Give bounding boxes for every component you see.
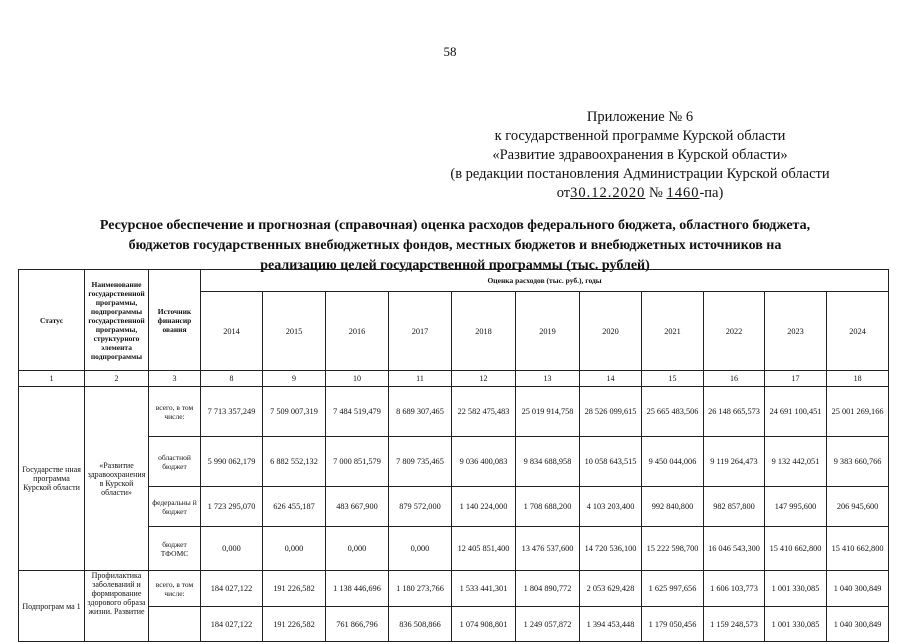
table-row: [19, 527, 889, 571]
column-number: 15: [642, 371, 704, 387]
value-cell: 1 001 330,085: [765, 571, 827, 607]
value-cell: 4 103 203,400: [580, 487, 642, 527]
value-cell: 1 249 057,872: [516, 607, 580, 642]
subprogram-name: Профилактика заболеваний и формирование здорового образа жизни. Развитие: [85, 571, 149, 642]
value-cell: 1 040 300,849: [827, 571, 889, 607]
value-cell: 9 834 688,958: [516, 437, 580, 487]
title-line-2: бюджетов государственных внебюджетных фондов, местных бюджетов и внебюджетных источников на: [128, 238, 782, 253]
column-number: 12: [452, 371, 516, 387]
value-cell: 8 689 307,465: [389, 387, 452, 437]
column-number: 2: [85, 371, 149, 387]
table-row: [19, 607, 889, 642]
value-cell: 24 691 100,451: [765, 387, 827, 437]
value-cell: 0,000: [201, 527, 263, 571]
value-cell: 206 945,600: [827, 487, 889, 527]
value-cell: 982 857,800: [704, 487, 765, 527]
value-cell: 12 405 851,400: [452, 527, 516, 571]
value-cell: 26 148 665,573: [704, 387, 765, 437]
value-cell: 15 410 662,800: [765, 527, 827, 571]
value-cell: 7 000 851,579: [326, 437, 389, 487]
table-row: [19, 487, 889, 527]
header-status: Статус: [19, 270, 85, 371]
value-cell: 147 995,600: [765, 487, 827, 527]
title-line-3: реализацию целей государственной программы (тыс. рублей): [260, 258, 650, 273]
value-cell: 184 027,122: [201, 571, 263, 607]
value-cell: 5 990 062,179: [201, 437, 263, 487]
value-cell: 25 019 914,758: [516, 387, 580, 437]
value-cell: 10 058 643,515: [580, 437, 642, 487]
funding-source: федеральны й бюджет: [149, 487, 201, 527]
value-cell: 1 625 997,656: [642, 571, 704, 607]
value-cell: 25 001 269,166: [827, 387, 889, 437]
value-cell: 0,000: [326, 527, 389, 571]
header-row-1: [19, 270, 889, 292]
value-cell: 1 140 224,000: [452, 487, 516, 527]
value-cell: 22 582 475,483: [452, 387, 516, 437]
subprogram-status: Подпрограм ма 1: [19, 571, 85, 642]
column-number-row: [19, 371, 889, 387]
value-cell: 879 572,000: [389, 487, 452, 527]
document-title: [40, 216, 870, 276]
value-cell: 9 383 660,766: [827, 437, 889, 487]
value-cell: 483 667,900: [326, 487, 389, 527]
value-cell: 1 159 248,573: [704, 607, 765, 642]
column-number: 14: [580, 371, 642, 387]
program-name: «Развитие здравоохранения в Курской области»: [85, 387, 149, 571]
column-number: 17: [765, 371, 827, 387]
annex-line-5: [420, 184, 860, 203]
column-number: 10: [326, 371, 389, 387]
annex-line-4: (в редакции постановления Администрации Курской области: [450, 166, 830, 182]
value-cell: 9 119 264,473: [704, 437, 765, 487]
funding-source: бюджет ТФОМС: [149, 527, 201, 571]
annex-line-3: «Развитие здравоохранения в Курской области»: [492, 147, 788, 163]
program-status: Государстве нная программа Курской области: [19, 387, 85, 571]
year-header: 2019: [516, 292, 580, 371]
value-cell: 2 053 629,428: [580, 571, 642, 607]
value-cell: 1 606 103,773: [704, 571, 765, 607]
value-cell: 836 508,866: [389, 607, 452, 642]
column-number: 13: [516, 371, 580, 387]
value-cell: 992 840,800: [642, 487, 704, 527]
page-number: 58: [443, 44, 457, 59]
value-cell: 7 713 357,249: [201, 387, 263, 437]
resource-table: [18, 269, 889, 642]
value-cell: 1 040 300,849: [827, 607, 889, 642]
value-cell: 1 533 441,301: [452, 571, 516, 607]
value-cell: 761 866,796: [326, 607, 389, 642]
annex-line-1: Приложение № 6: [586, 109, 694, 125]
year-header: 2016: [326, 292, 389, 371]
value-cell: 14 720 536,100: [580, 527, 642, 571]
value-cell: 626 455,187: [263, 487, 326, 527]
funding-source: всего, в том числе:: [149, 387, 201, 437]
column-number: 8: [201, 371, 263, 387]
value-cell: 184 027,122: [201, 607, 263, 642]
year-header: 2024: [827, 292, 889, 371]
annex-header: [420, 108, 860, 203]
funding-source: [149, 607, 201, 642]
value-cell: 9 132 442,051: [765, 437, 827, 487]
value-cell: 1 180 273,766: [389, 571, 452, 607]
year-header: 2014: [201, 292, 263, 371]
value-cell: 9 036 400,083: [452, 437, 516, 487]
value-cell: 15 222 598,700: [642, 527, 704, 571]
header-estimate: Оценка расходов (тыс. руб.), годы: [201, 270, 889, 292]
table-row: [19, 387, 889, 437]
value-cell: 7 809 735,465: [389, 437, 452, 487]
year-header: 2017: [389, 292, 452, 371]
value-cell: 1 723 295,070: [201, 487, 263, 527]
year-header: 2023: [765, 292, 827, 371]
value-cell: 191 226,582: [263, 571, 326, 607]
value-cell: 1 179 050,456: [642, 607, 704, 642]
table-row: [19, 571, 889, 607]
table-row: [19, 437, 889, 487]
value-cell: 1 074 908,801: [452, 607, 516, 642]
value-cell: 1 138 446,696: [326, 571, 389, 607]
value-cell: 1 394 453,448: [580, 607, 642, 642]
value-cell: 9 450 044,006: [642, 437, 704, 487]
value-cell: 7 484 519,479: [326, 387, 389, 437]
annex-suffix: -па): [699, 185, 724, 201]
value-cell: 25 665 483,506: [642, 387, 704, 437]
annex-from-label: от: [556, 185, 571, 201]
funding-source: областной бюджет: [149, 437, 201, 487]
annex-number: 1460: [666, 185, 700, 201]
column-number: 1: [19, 371, 85, 387]
year-header: 2020: [580, 292, 642, 371]
column-number: 16: [704, 371, 765, 387]
year-header: 2018: [452, 292, 516, 371]
annex-number-label: №: [648, 185, 663, 201]
value-cell: 1 708 688,200: [516, 487, 580, 527]
value-cell: 0,000: [389, 527, 452, 571]
annex-line-2: к государственной программе Курской области: [494, 128, 786, 144]
value-cell: 16 046 543,300: [704, 527, 765, 571]
value-cell: 15 410 662,800: [827, 527, 889, 571]
column-number: 11: [389, 371, 452, 387]
funding-source: всего, в том числе:: [149, 571, 201, 607]
header-name: Наименование государственной программы, подпрограммы государственной программы, структурного элемента подпрограммы: [85, 270, 149, 371]
value-cell: 28 526 099,615: [580, 387, 642, 437]
title-line-1: Ресурсное обеспечение и прогнозная (справочная) оценка расходов федерального бюджета, областного бюджета,: [99, 218, 811, 233]
column-number: 18: [827, 371, 889, 387]
value-cell: 191 226,582: [263, 607, 326, 642]
year-header: 2021: [642, 292, 704, 371]
value-cell: 1 001 330,085: [765, 607, 827, 642]
column-number: 3: [149, 371, 201, 387]
header-source: Источник финансир ования: [149, 270, 201, 371]
value-cell: 6 882 552,132: [263, 437, 326, 487]
value-cell: 7 509 007,319: [263, 387, 326, 437]
year-header: 2015: [263, 292, 326, 371]
value-cell: 13 476 537,600: [516, 527, 580, 571]
column-number: 9: [263, 371, 326, 387]
value-cell: 0,000: [263, 527, 326, 571]
year-header: 2022: [704, 292, 765, 371]
annex-date: 30.12.2020: [570, 185, 646, 201]
value-cell: 1 804 890,772: [516, 571, 580, 607]
